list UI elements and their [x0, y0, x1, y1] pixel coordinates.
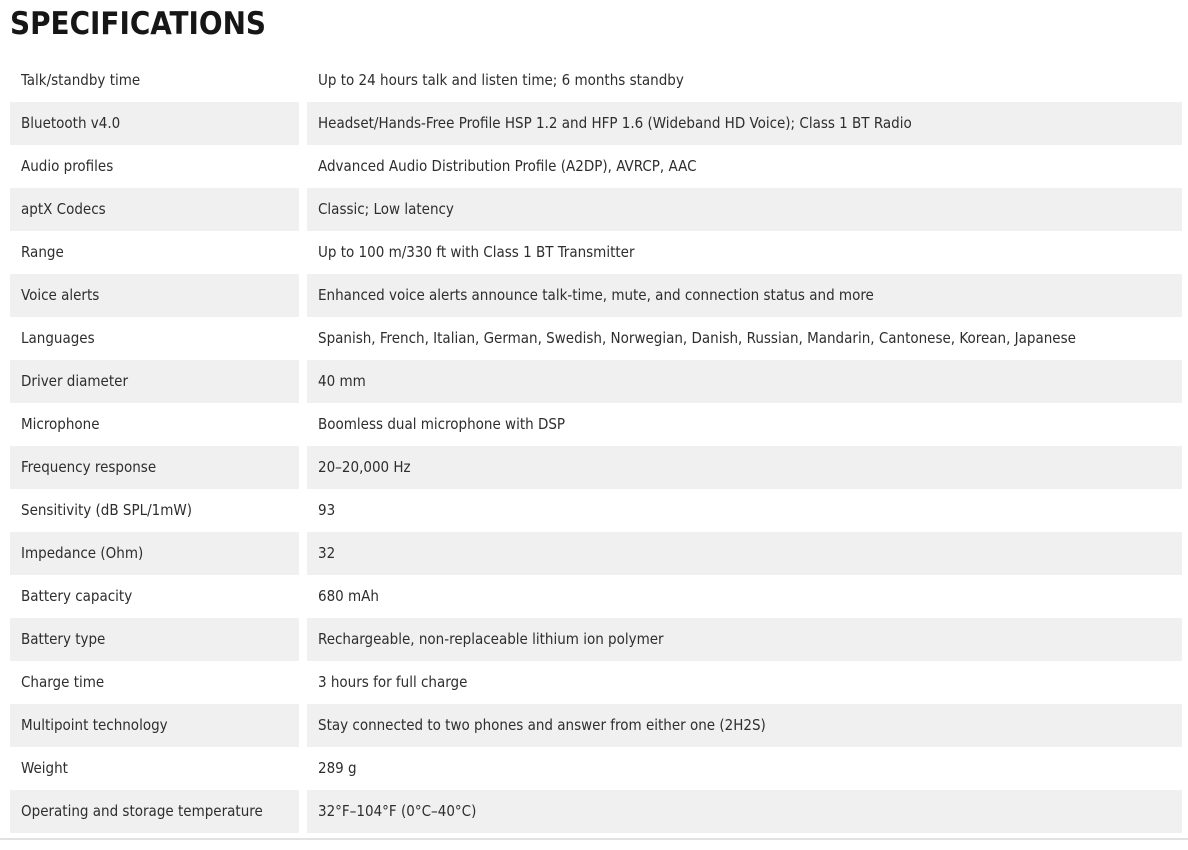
- spec-value: Classic; Low latency: [307, 188, 1182, 231]
- spec-value: 32: [307, 532, 1182, 575]
- table-row: [10, 59, 1182, 102]
- page-title: SPECIFICATIONS: [10, 6, 267, 42]
- spec-label: Range: [10, 231, 299, 274]
- spec-value: Rechargeable, non-replaceable lithium ion polymer: [307, 618, 1182, 661]
- spec-label: Weight: [10, 747, 299, 790]
- spec-label: Sensitivity (dB SPL/1mW): [10, 489, 299, 532]
- table-row: [10, 704, 1182, 747]
- spec-label: Battery type: [10, 618, 299, 661]
- table-row: [10, 575, 1182, 618]
- spec-label: Impedance (Ohm): [10, 532, 299, 575]
- spec-value: 289 g: [307, 747, 1182, 790]
- spec-label: Battery capacity: [10, 575, 299, 618]
- specifications-table: [10, 59, 1182, 833]
- spec-value: Boomless dual microphone with DSP: [307, 403, 1182, 446]
- spec-value: Enhanced voice alerts announce talk-time, mute, and connection status and more: [307, 274, 1182, 317]
- spec-value: Spanish, French, Italian, German, Swedish, Norwegian, Danish, Russian, Mandarin, Cantonese, Korean, Japanese: [307, 317, 1182, 360]
- bottom-divider: [0, 838, 1188, 840]
- table-row: [10, 747, 1182, 790]
- spec-label: Microphone: [10, 403, 299, 446]
- spec-label: Voice alerts: [10, 274, 299, 317]
- spec-label: Audio profiles: [10, 145, 299, 188]
- spec-label: Operating and storage temperature: [10, 790, 299, 833]
- spec-value: 32°F–104°F (0°C–40°C): [307, 790, 1182, 833]
- table-row: [10, 145, 1182, 188]
- table-row: [10, 102, 1182, 145]
- spec-label: Charge time: [10, 661, 299, 704]
- table-row: [10, 489, 1182, 532]
- spec-label: Multipoint technology: [10, 704, 299, 747]
- table-row: [10, 317, 1182, 360]
- spec-value: 40 mm: [307, 360, 1182, 403]
- spec-label: aptX Codecs: [10, 188, 299, 231]
- table-row: [10, 188, 1182, 231]
- table-row: [10, 532, 1182, 575]
- spec-value: Up to 24 hours talk and listen time; 6 months standby: [307, 59, 1182, 102]
- spec-label: Talk/standby time: [10, 59, 299, 102]
- table-row: [10, 446, 1182, 489]
- spec-value: 93: [307, 489, 1182, 532]
- spec-value: Up to 100 m/330 ft with Class 1 BT Transmitter: [307, 231, 1182, 274]
- table-row: [10, 661, 1182, 704]
- spec-value: 680 mAh: [307, 575, 1182, 618]
- table-row: [10, 790, 1182, 833]
- spec-label: Bluetooth v4.0: [10, 102, 299, 145]
- spec-value: 20–20,000 Hz: [307, 446, 1182, 489]
- spec-label: Languages: [10, 317, 299, 360]
- spec-value: 3 hours for full charge: [307, 661, 1182, 704]
- table-row: [10, 274, 1182, 317]
- spec-label: Driver diameter: [10, 360, 299, 403]
- table-row: [10, 231, 1182, 274]
- spec-label: Frequency response: [10, 446, 299, 489]
- table-row: [10, 403, 1182, 446]
- spec-value: Stay connected to two phones and answer from either one (2H2S): [307, 704, 1182, 747]
- table-row: [10, 360, 1182, 403]
- spec-value: Advanced Audio Distribution Profile (A2DP), AVRCP, AAC: [307, 145, 1182, 188]
- spec-value: Headset/Hands-Free Profile HSP 1.2 and HFP 1.6 (Wideband HD Voice); Class 1 BT Radio: [307, 102, 1182, 145]
- table-row: [10, 618, 1182, 661]
